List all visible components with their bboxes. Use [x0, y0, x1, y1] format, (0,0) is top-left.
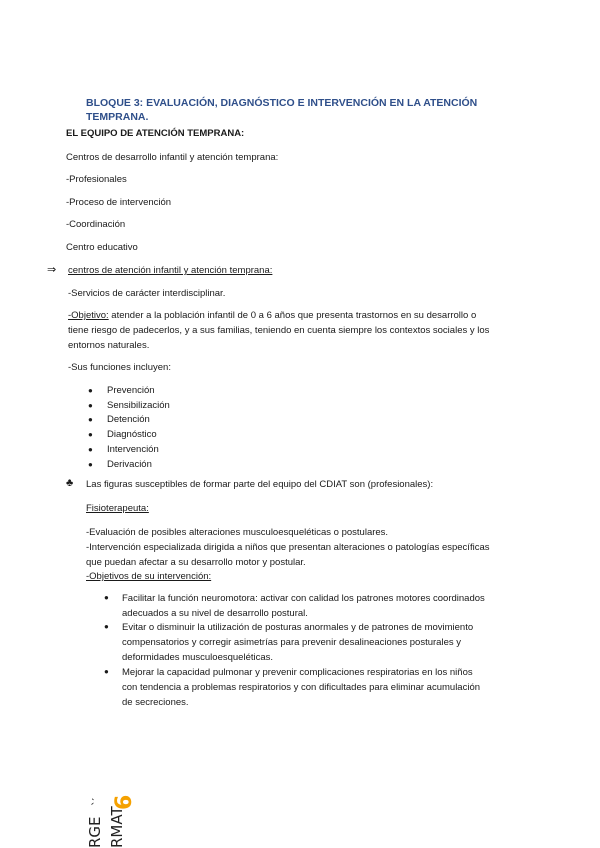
objetivo-line3: entornos naturales. [68, 340, 150, 351]
bullet-icon: ● [88, 430, 93, 440]
centros-heading: centros de atención infantil y atención temprana: [68, 265, 273, 276]
list-item: ● Intervención [88, 443, 288, 458]
right-arrow-icon: ⇒ [47, 264, 57, 276]
objetivo-line2: tiene riesgo de padecerlos, y a sus familias, teniendo en cuenta siempre los contextos sociales y los [68, 325, 490, 336]
list-item-profesionales: -Profesionales [66, 174, 127, 185]
fisio-line3: que puedan afectar a su desarrollo motor y postular. [86, 557, 306, 568]
figuras-text: Las figuras susceptibles de formar parte del equipo del CDIAT son (profesionales): [86, 479, 434, 490]
watermark-text1: RGE [86, 816, 104, 848]
objetivo2-line2: compensatorios y corregir asimetrías para prevenir desalineaciones posturales y [122, 637, 461, 648]
list-item: ● Sensibilización [88, 399, 288, 414]
section-heading-equipo: EL EQUIPO DE ATENCIÓN TEMPRANA: [66, 128, 245, 139]
bullet-icon: ● [88, 386, 93, 395]
list-item: ● Prevención [88, 384, 288, 399]
objetivo-line1 [68, 310, 476, 321]
bullet-icon: ● [104, 622, 109, 631]
list-item: ● Diagnóstico [88, 428, 288, 443]
page-title-line1: BLOQUE 3: EVALUACIÓN, DIAGNÓSTICO E INTERVENCIÓN EN LA ATENCIÓN [86, 97, 478, 109]
centros-intro: Centros de desarrollo infantil y atención temprana: [66, 152, 279, 163]
objetivo1-line2: adecuados a su nivel de desarrollo postural. [122, 608, 308, 619]
list-item-coordinacion: -Coordinación [66, 219, 126, 230]
club-bullet-icon: ♣ [66, 477, 74, 489]
fisio-line2: -Intervención especializada dirigida a niños que presentan alteraciones o patologías específicas [86, 542, 490, 553]
objetivo2-line3: deformidades musculoesqueléticas. [122, 652, 274, 663]
objetivo3-line1: Mejorar la capacidad pulmonar y prevenir complicaciones respiratorias en los niños [122, 667, 473, 678]
objetivo-label: -Objetivo: [68, 310, 109, 321]
objetivo-text1: atender a la población infantil de 0 a 6 años que presenta trastornos en su desarrollo o [108, 310, 477, 321]
objetivo2-line1: Evitar o disminuir la utilización de posturas anormales y de patrones de movimiento [122, 622, 474, 633]
bullet-icon: ● [88, 444, 93, 454]
list-item: ● Detención [88, 413, 288, 428]
watermark-text2: RMAT [108, 806, 126, 848]
funciones-list [88, 384, 288, 472]
page-title-line2: TEMPRANA. [86, 111, 149, 123]
watermark-mark: ˋ′ [90, 798, 103, 806]
fisio-line1: -Evaluación de posibles alteraciones musculoesqueléticas o postulares. [86, 527, 389, 538]
objetivo3-line3: de secreciones. [122, 697, 189, 708]
centro-educativo: Centro educativo [66, 242, 138, 253]
funciones-intro: -Sus funciones incluyen: [68, 362, 171, 373]
fisio-objetivos-heading: -Objetivos de su intervención: [86, 571, 212, 582]
fisio-heading: Fisioterapeuta: [86, 503, 149, 514]
objetivo1-line1: Facilitar la función neuromotora: activar con calidad los patrones motores coordinados [122, 593, 485, 604]
list-item-proceso: -Proceso de intervención [66, 197, 172, 208]
bullet-icon: ● [88, 415, 93, 425]
watermark-number: 6 [112, 794, 137, 810]
list-item: ● Derivación [88, 458, 288, 473]
bullet-icon: ● [88, 400, 93, 410]
objetivo3-line2: con tendencia a problemas respiratorios y con dificultades para eliminar acumulación [122, 682, 481, 693]
bullet-icon: ● [104, 667, 109, 676]
bullet-icon: ● [88, 459, 93, 469]
servicios-text: -Servicios de carácter interdisciplinar. [68, 288, 226, 299]
bullet-icon: ● [104, 593, 109, 602]
